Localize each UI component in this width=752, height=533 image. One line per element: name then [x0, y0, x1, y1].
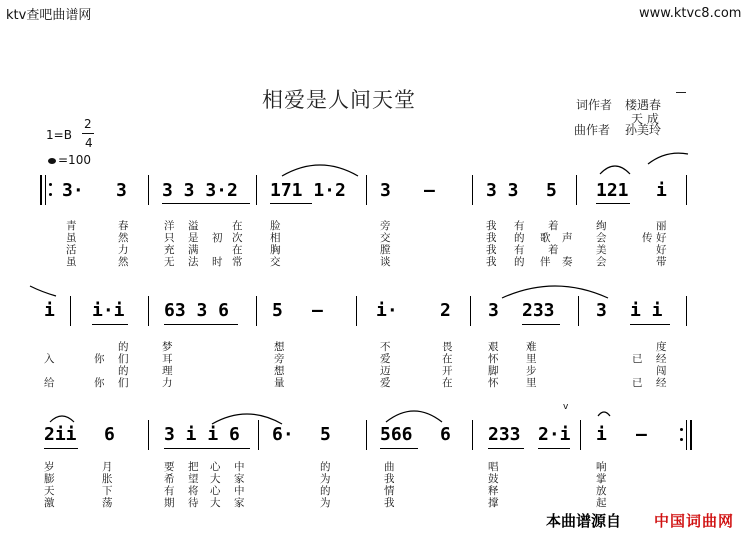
measure-note: 3 3: [486, 180, 519, 201]
measure-dash: –: [424, 180, 435, 201]
repeat-end-thin-bar: [686, 420, 687, 450]
slur: [48, 410, 76, 424]
measure-note: i: [656, 180, 667, 201]
repeat-start-bar: [40, 175, 42, 205]
barline: [576, 175, 577, 205]
measure-note: i·i: [92, 300, 125, 321]
barline: [148, 296, 149, 326]
time-signature-top: 2: [84, 117, 92, 131]
barline: [366, 175, 367, 205]
barline: [256, 296, 257, 326]
measure-note: 5: [272, 300, 283, 321]
barline: [472, 420, 473, 450]
measure-note: 121: [596, 180, 629, 201]
measure-note: 3 i i 6: [164, 424, 240, 445]
measure-note: 3: [380, 180, 391, 201]
measure-dash: –: [636, 424, 647, 445]
measure-note: 5: [546, 180, 557, 201]
measure-dash: –: [312, 300, 323, 321]
barline: [470, 296, 471, 326]
measure-note: i: [596, 424, 607, 445]
tie: [28, 282, 58, 298]
measure-note: 3: [596, 300, 607, 321]
measure-note: i: [44, 300, 55, 321]
slur: [384, 404, 444, 424]
repeat-dot: [680, 428, 683, 431]
tie: [646, 150, 690, 166]
watermark-right: www.ktvc8.com: [639, 6, 742, 21]
underline-beam: [538, 448, 570, 449]
measure-note: 3: [488, 300, 499, 321]
barline: [472, 175, 473, 205]
measure-note: 63 3 6: [164, 300, 230, 321]
underline-beam: [596, 203, 630, 204]
lyricist-label: 词作者: [576, 98, 613, 112]
underline-beam: [162, 203, 250, 204]
time-signature-bottom: 4: [85, 136, 93, 150]
composer-name: 孙美玲: [625, 123, 662, 137]
song-title: 相爱是人间天堂: [262, 88, 416, 112]
measure-note: 2·i: [538, 424, 571, 445]
underline-beam: [164, 448, 250, 449]
tie: [596, 408, 612, 418]
repeat-dot: [49, 193, 52, 196]
measure-note: 5: [320, 424, 331, 445]
measure-note: 3: [116, 180, 127, 201]
barline: [148, 420, 149, 450]
measure-note: 2: [440, 300, 451, 321]
measure-note: 6: [440, 424, 451, 445]
source-link[interactable]: 中国词曲网: [654, 512, 735, 530]
barline: [148, 175, 149, 205]
barline: [686, 175, 687, 205]
measure-note: 171 1·2: [270, 180, 346, 201]
repeat-start-thin-bar: [45, 175, 46, 205]
tempo: =100: [58, 153, 91, 167]
breath-mark: v: [563, 402, 569, 412]
lyricist-name-2: 天 成: [631, 112, 659, 126]
source-label: 本曲谱源自: [546, 512, 622, 530]
underline-beam: [92, 324, 128, 325]
measure-note: i i: [630, 300, 663, 321]
barline: [70, 296, 71, 326]
composer-label: 曲作者: [574, 123, 611, 137]
underline-beam: [270, 203, 312, 204]
barline: [580, 420, 581, 450]
barline: [686, 296, 687, 326]
measure-note: 6·: [272, 424, 294, 445]
key-signature: 1=B: [46, 128, 72, 142]
barline: [578, 296, 579, 326]
measure-note: 233: [522, 300, 555, 321]
measure-note: i·: [376, 300, 398, 321]
underline-beam: [164, 324, 238, 325]
dash-mark: [676, 92, 686, 93]
slur: [500, 280, 610, 300]
measure-note: 3·: [62, 180, 84, 201]
watermark-left: ktv查吧曲谱网: [6, 8, 92, 23]
underline-beam: [488, 448, 524, 449]
barline: [366, 420, 367, 450]
slur: [280, 158, 360, 178]
slur: [210, 408, 284, 426]
time-signature-line: [82, 133, 94, 134]
quarter-note-icon: [48, 158, 56, 164]
barline: [356, 296, 357, 326]
measure-note: 2ii: [44, 424, 77, 445]
underline-beam: [44, 448, 78, 449]
measure-note: 566: [380, 424, 413, 445]
underline-beam: [380, 448, 418, 449]
lyricist-name: 楼遇春: [625, 98, 662, 112]
repeat-dot: [680, 438, 683, 441]
measure-note: 6: [104, 424, 115, 445]
measure-note: 233: [488, 424, 521, 445]
measure-note: 3 3 3·2: [162, 180, 238, 201]
repeat-dot: [49, 183, 52, 186]
repeat-end-bar: [690, 420, 692, 450]
underline-beam: [522, 324, 560, 325]
barline: [256, 175, 257, 205]
slur: [598, 160, 632, 176]
underline-beam: [630, 324, 670, 325]
